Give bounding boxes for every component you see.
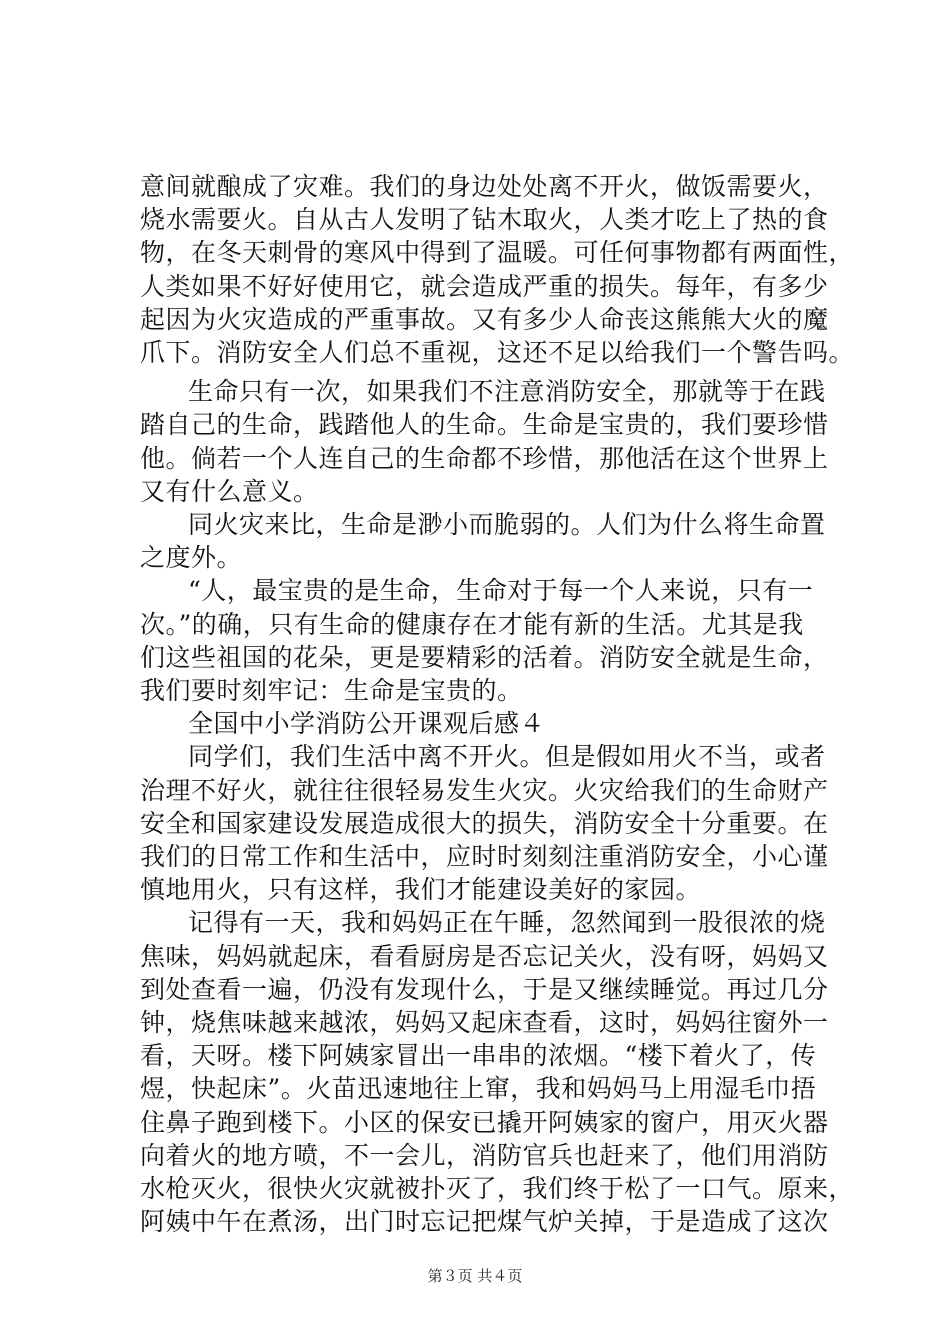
text-line: 安全和国家建设发展造成很大的损失，消防安全十分重要。在	[140, 809, 829, 838]
text-line: 同火灾来比，生命是渺小而脆弱的。人们为什么将生命置	[188, 510, 826, 539]
text-line: 烧水需要火。自从古人发明了钻木取火，人类才吃上了热的食	[140, 205, 829, 234]
text-line: 同学们，我们生活中离不开火。但是假如用火不当，或者	[188, 742, 826, 771]
text-line: 看，天呀。楼下阿姨家冒出一串串的浓烟。“楼下着火了，传	[140, 1041, 817, 1070]
text-line: 意间就酿成了灾难。我们的身边处处离不开火，做饭需要火，	[140, 172, 829, 201]
text-line: 记得有一天，我和妈妈正在午睡，忽然闻到一股很浓的烧	[188, 908, 826, 937]
text-line: “人，最宝贵的是生命，生命对于每一个人来说，只有一	[188, 576, 814, 605]
text-line: 我们要时刻牢记：生命是宝贵的。	[140, 676, 523, 705]
text-line: 焦味，妈妈就起床，看看厨房是否忘记关火，没有呀，妈妈又	[140, 942, 829, 971]
text-line: 向着火的地方喷，不一会儿，消防官兵也赶来了，他们用消防	[140, 1141, 829, 1170]
text-line: 慎地用火，只有这样，我们才能建设美好的家园。	[140, 875, 702, 904]
text-line: 又有什么意义。	[140, 477, 319, 506]
text-line: 起因为火灾造成的严重事故。又有多少人命丧这熊熊大火的魔	[140, 305, 829, 334]
text-line: 人类如果不好好使用它，就会造成严重的损失。每年，有多少	[140, 272, 829, 301]
text-line: 水枪灭火，很快火灾就被扑灭了，我们终于松了一口气。原来，	[140, 1174, 855, 1203]
text-line: 次。”的确，只有生命的健康存在才能有新的生活。尤其是我	[140, 610, 804, 639]
text-line: 钟，烧焦味越来越浓，妈妈又起床查看，这时，妈妈往窗外一	[140, 1008, 829, 1037]
text-line: 到处查看一遍，仍没有发现什么，于是又继续睡觉。再过几分	[140, 975, 829, 1004]
section-heading: 全国中小学消防公开课观后感４	[188, 709, 546, 738]
text-line: 他。倘若一个人连自己的生命都不珍惜，那他活在这个世界上	[140, 444, 829, 473]
text-line: 煜，快起床”。火苗迅速地往上窜，我和妈妈马上用湿毛巾捂	[140, 1074, 817, 1103]
text-line: 生命只有一次，如果我们不注意消防安全，那就等于在践	[188, 377, 826, 406]
text-line: 我们的日常工作和生活中，应时时刻刻注重消防安全，小心谨	[140, 842, 829, 871]
text-line: 阿姨中午在煮汤，出门时忘记把煤气炉关掉，于是造成了这次	[140, 1207, 829, 1236]
text-line: 们这些祖国的花朵，更是要精彩的活着。消防安全就是生命，	[140, 643, 829, 672]
page-footer: 第３页 共４页	[427, 1267, 523, 1285]
text-line: 踏自己的生命，践踏他人的生命。生命是宝贵的，我们要珍惜	[140, 410, 829, 439]
text-line: 治理不好火，就往往很轻易发生火灾。火灾给我们的生命财产	[140, 776, 829, 805]
text-line: 住鼻子跑到楼下。小区的保安已撬开阿姨家的窗户，用灭火器	[140, 1108, 829, 1137]
text-line: 之度外。	[140, 543, 243, 572]
text-line: 爪下。消防安全人们总不重视，这还不足以给我们一个警告吗。	[140, 338, 855, 367]
text-line: 物，在冬天刺骨的寒风中得到了温暖。可任何事物都有两面性，	[140, 238, 855, 267]
